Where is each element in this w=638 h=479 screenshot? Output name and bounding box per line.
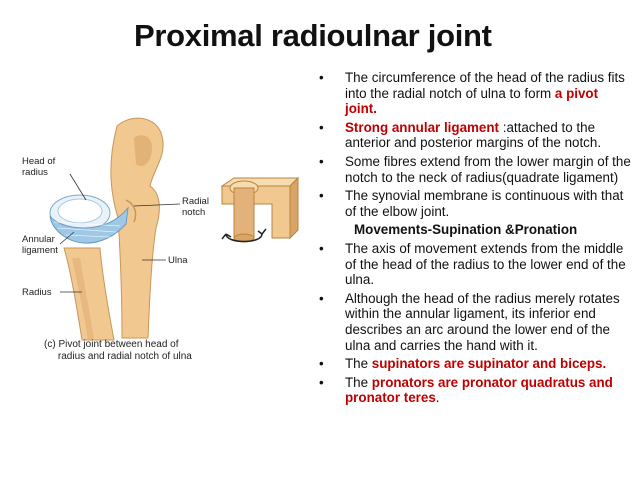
bullet-text: The xyxy=(345,356,372,372)
label-head-of-radius: Head of radius xyxy=(22,156,56,178)
label-radius: Radius xyxy=(22,287,52,298)
bullet-item xyxy=(316,291,631,353)
pivot-joint-illustration xyxy=(22,108,312,373)
bullet-text: The xyxy=(345,374,372,390)
label-annular-ligament: Annular ligament xyxy=(22,234,58,256)
bullet-list xyxy=(316,70,631,409)
bullet-marker: • xyxy=(319,153,324,169)
bullet-text: . xyxy=(435,390,440,406)
slide-title: Proximal radioulnar joint xyxy=(134,18,492,53)
figure-caption: (c) Pivot joint between head of radius and radial notch of ulna xyxy=(44,339,192,362)
bullet-item xyxy=(316,70,631,117)
bullet-text: Some fibres extend from the lower margin of the notch to the neck of radius(quadrate ligament) xyxy=(345,153,631,185)
bullet-text: The axis of movement extends from the middle of the head of the radius to the lower end of the ulna. xyxy=(345,240,626,288)
label-ulna: Ulna xyxy=(168,255,188,266)
bullet-text: The circumference of the head of the radius fits into the radial notch of ulna to form xyxy=(345,70,625,101)
highlight-text: a pivot joint. xyxy=(345,85,599,117)
bullet-item xyxy=(316,120,631,151)
anatomy-drawing xyxy=(22,108,312,373)
bullet-item xyxy=(316,154,631,185)
highlight-text: Strong annular ligament xyxy=(345,119,503,135)
highlight-text: pronators are pronator quadratus and pronator teres xyxy=(345,374,613,406)
section-subheading: Movements-Supination &Pronation xyxy=(354,222,578,238)
bullet-marker: • xyxy=(319,188,324,204)
bullet-marker: • xyxy=(319,290,324,306)
bullet-text: :attached to the anterior and posterior margins of the notch. xyxy=(345,119,602,151)
label-radial-notch: Radial notch xyxy=(182,196,209,218)
pivot-model-icon xyxy=(222,178,298,242)
bullet-item xyxy=(316,375,631,406)
bullet-item xyxy=(316,241,631,288)
bullet-marker: • xyxy=(319,119,324,135)
bullet-marker: • xyxy=(319,70,324,85)
bullet-item xyxy=(316,188,631,219)
highlight-text: supinators are supinator and biceps. xyxy=(371,356,607,372)
bullet-marker: • xyxy=(319,374,324,390)
bullet-marker: • xyxy=(319,240,324,256)
bullet-text: The synovial membrane is continuous with that of the elbow joint. xyxy=(345,188,624,219)
bullet-marker: • xyxy=(319,356,324,372)
bullet-item xyxy=(316,356,631,372)
bullet-text: Although the head of the radius merely rotates within the annular ligament, its inferior end describes an arc around the lower end of the ulna and carries the hand with it. xyxy=(345,290,620,353)
